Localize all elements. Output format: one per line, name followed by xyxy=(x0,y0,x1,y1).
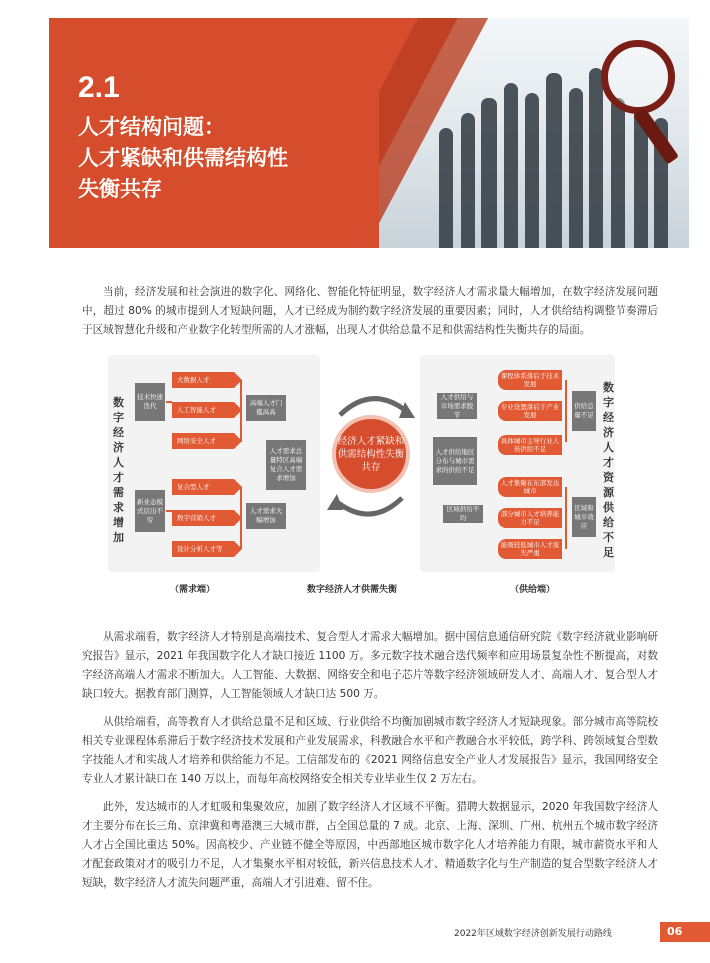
demand-item: 复合型人才 xyxy=(172,479,234,495)
intro-paragraph: 当前，经济发展和社会演进的数字化、网络化、智能化特征明显，数字经济人才需求量大幅增加，在数字经济发展问题中，超过 80% 的城市提到人才短缺问题，人才已经成为制约数字经济发展的重要因素；同时，人才供给结构调整节奏滞后于区域智慧化升级和产业数字化转型所需的人才涨幅，出现人才供给总量不足和供需结构性失衡共存的局面。 xyxy=(82,286,658,336)
tech-iteration-box: 技术快速迭代 xyxy=(135,383,165,421)
magnifier-icon xyxy=(601,40,675,114)
demand-item: 数字营销人才 xyxy=(172,510,234,526)
section-number: 2.1 xyxy=(78,71,120,104)
supply-item: 课程体系落后于技术发展 xyxy=(498,370,562,390)
supply-mismatch-box: 人才供给与市场需求脱节 xyxy=(437,393,477,419)
supply-item: 部分城市人才培养能力不足 xyxy=(498,508,562,528)
demand-paragraph: 从需求端看，数字经济人才特别是高端技术、复合型人才需求大幅增加。据中国信息通信研究院《数字经济就业影响研究报告》显示，2021 年我国数字化人才缺口接近 1100 万。多元数字技术融合迭代频率和应用场景复杂性不断提高，对数字经济高端人才需求不断加大。人工智能、大数据、网络安全和电子芯片等数字经济领域研发人才、高端人才、复合型人才缺口较大。据教育部门测算，人工智能领域人才缺口达 500 万。 xyxy=(82,631,658,700)
new-business-box: 新业态模式层出不穷 xyxy=(135,490,165,532)
supply-label: 数字经济人才资源供给不足 xyxy=(603,381,614,559)
demand-caption: （需求端） xyxy=(170,585,216,595)
footer-title: 2022年区域数字经济创新发展行动路线 xyxy=(454,929,612,939)
supply-shortage-box: 供给总量不足 xyxy=(572,391,596,431)
demand-label: 数字经济人才需求增加 xyxy=(113,396,124,544)
diagram-caption: 数字经济人才供需失衡 xyxy=(307,585,398,595)
center-circle: 经济人才紧缺和供需结构性失衡共存 xyxy=(332,415,410,493)
regional-uneven-box: 区域供给不均 xyxy=(443,505,483,523)
demand-item: 设计分析人才等 xyxy=(172,541,234,557)
supply-item: 能吸较低城市人才流失严重 xyxy=(498,539,562,559)
regional-paragraph: 此外，发达城市的人才虹吸和集聚效应，加剧了数字经济人才区域不平衡。猎聘大数据显示，2020 年我国数字经济人才主要分布在长三角、京津冀和粤港澳三大城市群，占全国总量的 7 成。北京、上海、深圳、广州、杭州五个城市数字经济人才占全国比重达 50%。因高校少、产业链不健全等原因，中西部地区城市数字化人才培养能力有限，城市薪资水平和人才配套政策对才的吸引力不足，人才集聚水平相对较低，新兴信息技术人才、精通数字化与生产制造的复合型数字经济人才短缺，数字经济人才流失问题严重，高端人才引进难、留不住。 xyxy=(82,801,658,889)
cycle-arrows-icon xyxy=(325,380,417,530)
demand-item: 人工智能人才 xyxy=(172,402,234,418)
high-end-box: 高端人才门槛高高 xyxy=(246,395,286,421)
supply-item: 具体城市主导行业人员供给不足 xyxy=(498,435,562,455)
supply-item: 人才集聚在东部发达城市 xyxy=(498,477,562,497)
section-title: 人才结构问题： 人才紧缺和供需结构性 失衡共存 xyxy=(78,115,288,201)
supply-item: 专业设置落后于产业发展 xyxy=(498,401,562,421)
total-demand-box: 人才需求总量特区高端复合人才需求增加 xyxy=(266,440,306,490)
supply-caption: （供给端） xyxy=(510,585,556,595)
demand-increase-box: 人才需求大幅增加 xyxy=(246,503,286,529)
supply-paragraph: 从供给端看，高等教育人才供给总量不足和区域、行业供给不均衡加剧城市数字经济人才短缺现象。部分城市高等院校相关专业课程体系滞后于数字经济技术发展和产业发展需求，科教融合水平和产教融合水平较低，跨学科、跨领域复合型数字技能人才和实战人才培养和供给能力不足。工信部发布的《2021 网络信息安全产业人才发展报告》显示，我国网络安全专业人才累计缺口在 140 万以上，而每年高校网络安全相关专业毕业生仅 2 万左右。 xyxy=(82,716,658,785)
supply-demand-diagram xyxy=(100,355,620,600)
regional-effect-box: 区域和城市效应 xyxy=(572,497,596,537)
page-number: 06 xyxy=(660,922,710,942)
page-footer xyxy=(0,922,710,942)
demand-item: 大数据人才 xyxy=(172,372,234,388)
supply-distribution-box: 人才供给地区分布与城市需求的供给不足 xyxy=(433,437,477,485)
demand-item: 网络安全人才 xyxy=(172,433,234,449)
